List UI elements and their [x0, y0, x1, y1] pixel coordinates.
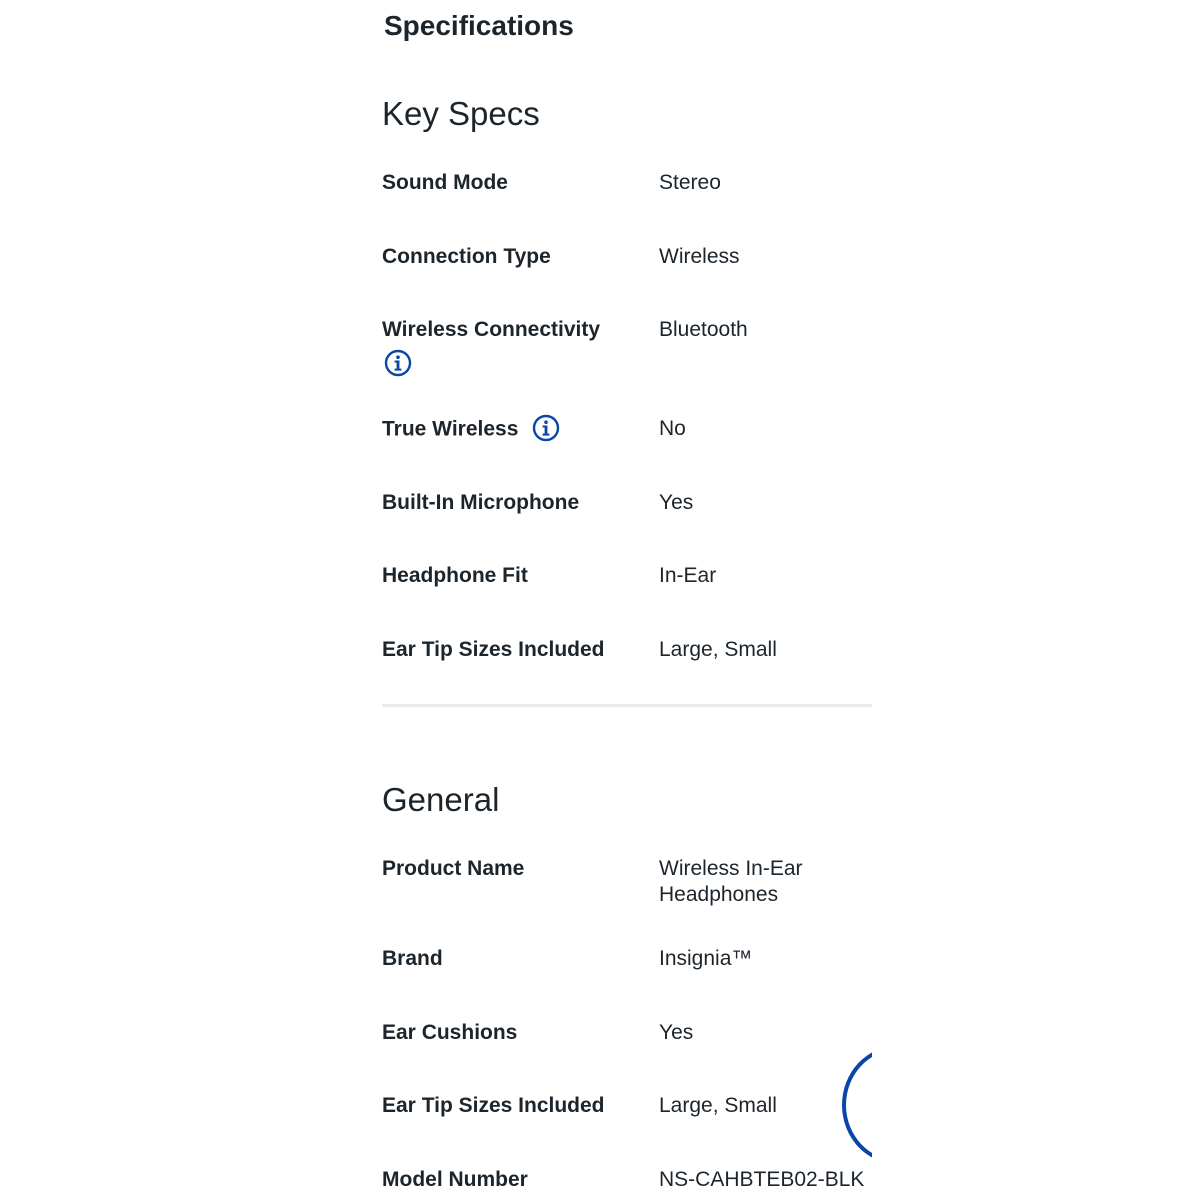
spec-row-model-number: [382, 1167, 872, 1200]
spec-label: True Wireless: [382, 417, 519, 441]
spec-label: Product Name: [382, 857, 525, 880]
spec-label: Headphone Fit: [382, 564, 528, 587]
spec-value: Wireless In-Ear Headphones: [659, 857, 803, 906]
spec-label-wrap: [382, 416, 632, 444]
spec-label: Brand: [382, 947, 443, 970]
spec-row-ear-tip-sizes: [382, 637, 872, 697]
viewport-edge: [872, 0, 1200, 1200]
section-divider: [382, 704, 872, 707]
info-icon[interactable]: [384, 349, 412, 377]
general-heading: General: [382, 781, 500, 818]
spec-value: Bluetooth: [659, 318, 748, 341]
spec-row-true-wireless: [382, 416, 872, 476]
spec-label: Ear Cushions: [382, 1021, 518, 1044]
spec-value: Wireless: [659, 245, 740, 268]
spec-row-ear-cushions: [382, 1020, 872, 1080]
spec-label: Ear Tip Sizes Included: [382, 1094, 605, 1117]
spec-label-wrap: [382, 317, 632, 377]
spec-row-built-in-microphone: [382, 490, 872, 550]
spec-row-headphone-fit: [382, 563, 872, 623]
spec-value: Insignia™: [659, 947, 753, 970]
spec-label: Ear Tip Sizes Included: [382, 638, 605, 661]
spec-value: Large, Small: [659, 1094, 777, 1117]
spec-value: Large, Small: [659, 638, 777, 661]
spec-label: Model Number: [382, 1168, 528, 1191]
spec-row-connection-type: [382, 244, 872, 304]
spec-value: Yes: [659, 1021, 694, 1044]
spec-label: Connection Type: [382, 245, 551, 268]
page-title: Specifications: [384, 10, 574, 41]
spec-row-product-name: [382, 856, 872, 926]
spec-value: Stereo: [659, 171, 721, 194]
spec-row-brand: [382, 946, 872, 1006]
spec-value: Yes: [659, 491, 694, 514]
spec-label: Sound Mode: [382, 171, 508, 194]
spec-label: Wireless Connectivity: [382, 318, 601, 341]
spec-value: No: [659, 417, 686, 440]
key-specs-heading: Key Specs: [382, 95, 540, 132]
spec-label: Built-In Microphone: [382, 491, 580, 514]
spec-value: In-Ear: [659, 564, 717, 587]
spec-row-wireless-connectivity: [382, 317, 872, 397]
spec-row-ear-tip-sizes-general: [382, 1093, 872, 1153]
spec-value: NS-CAHBTEB02-BLK: [659, 1168, 865, 1191]
spec-row-sound-mode: [382, 170, 872, 230]
info-icon[interactable]: [532, 414, 560, 442]
